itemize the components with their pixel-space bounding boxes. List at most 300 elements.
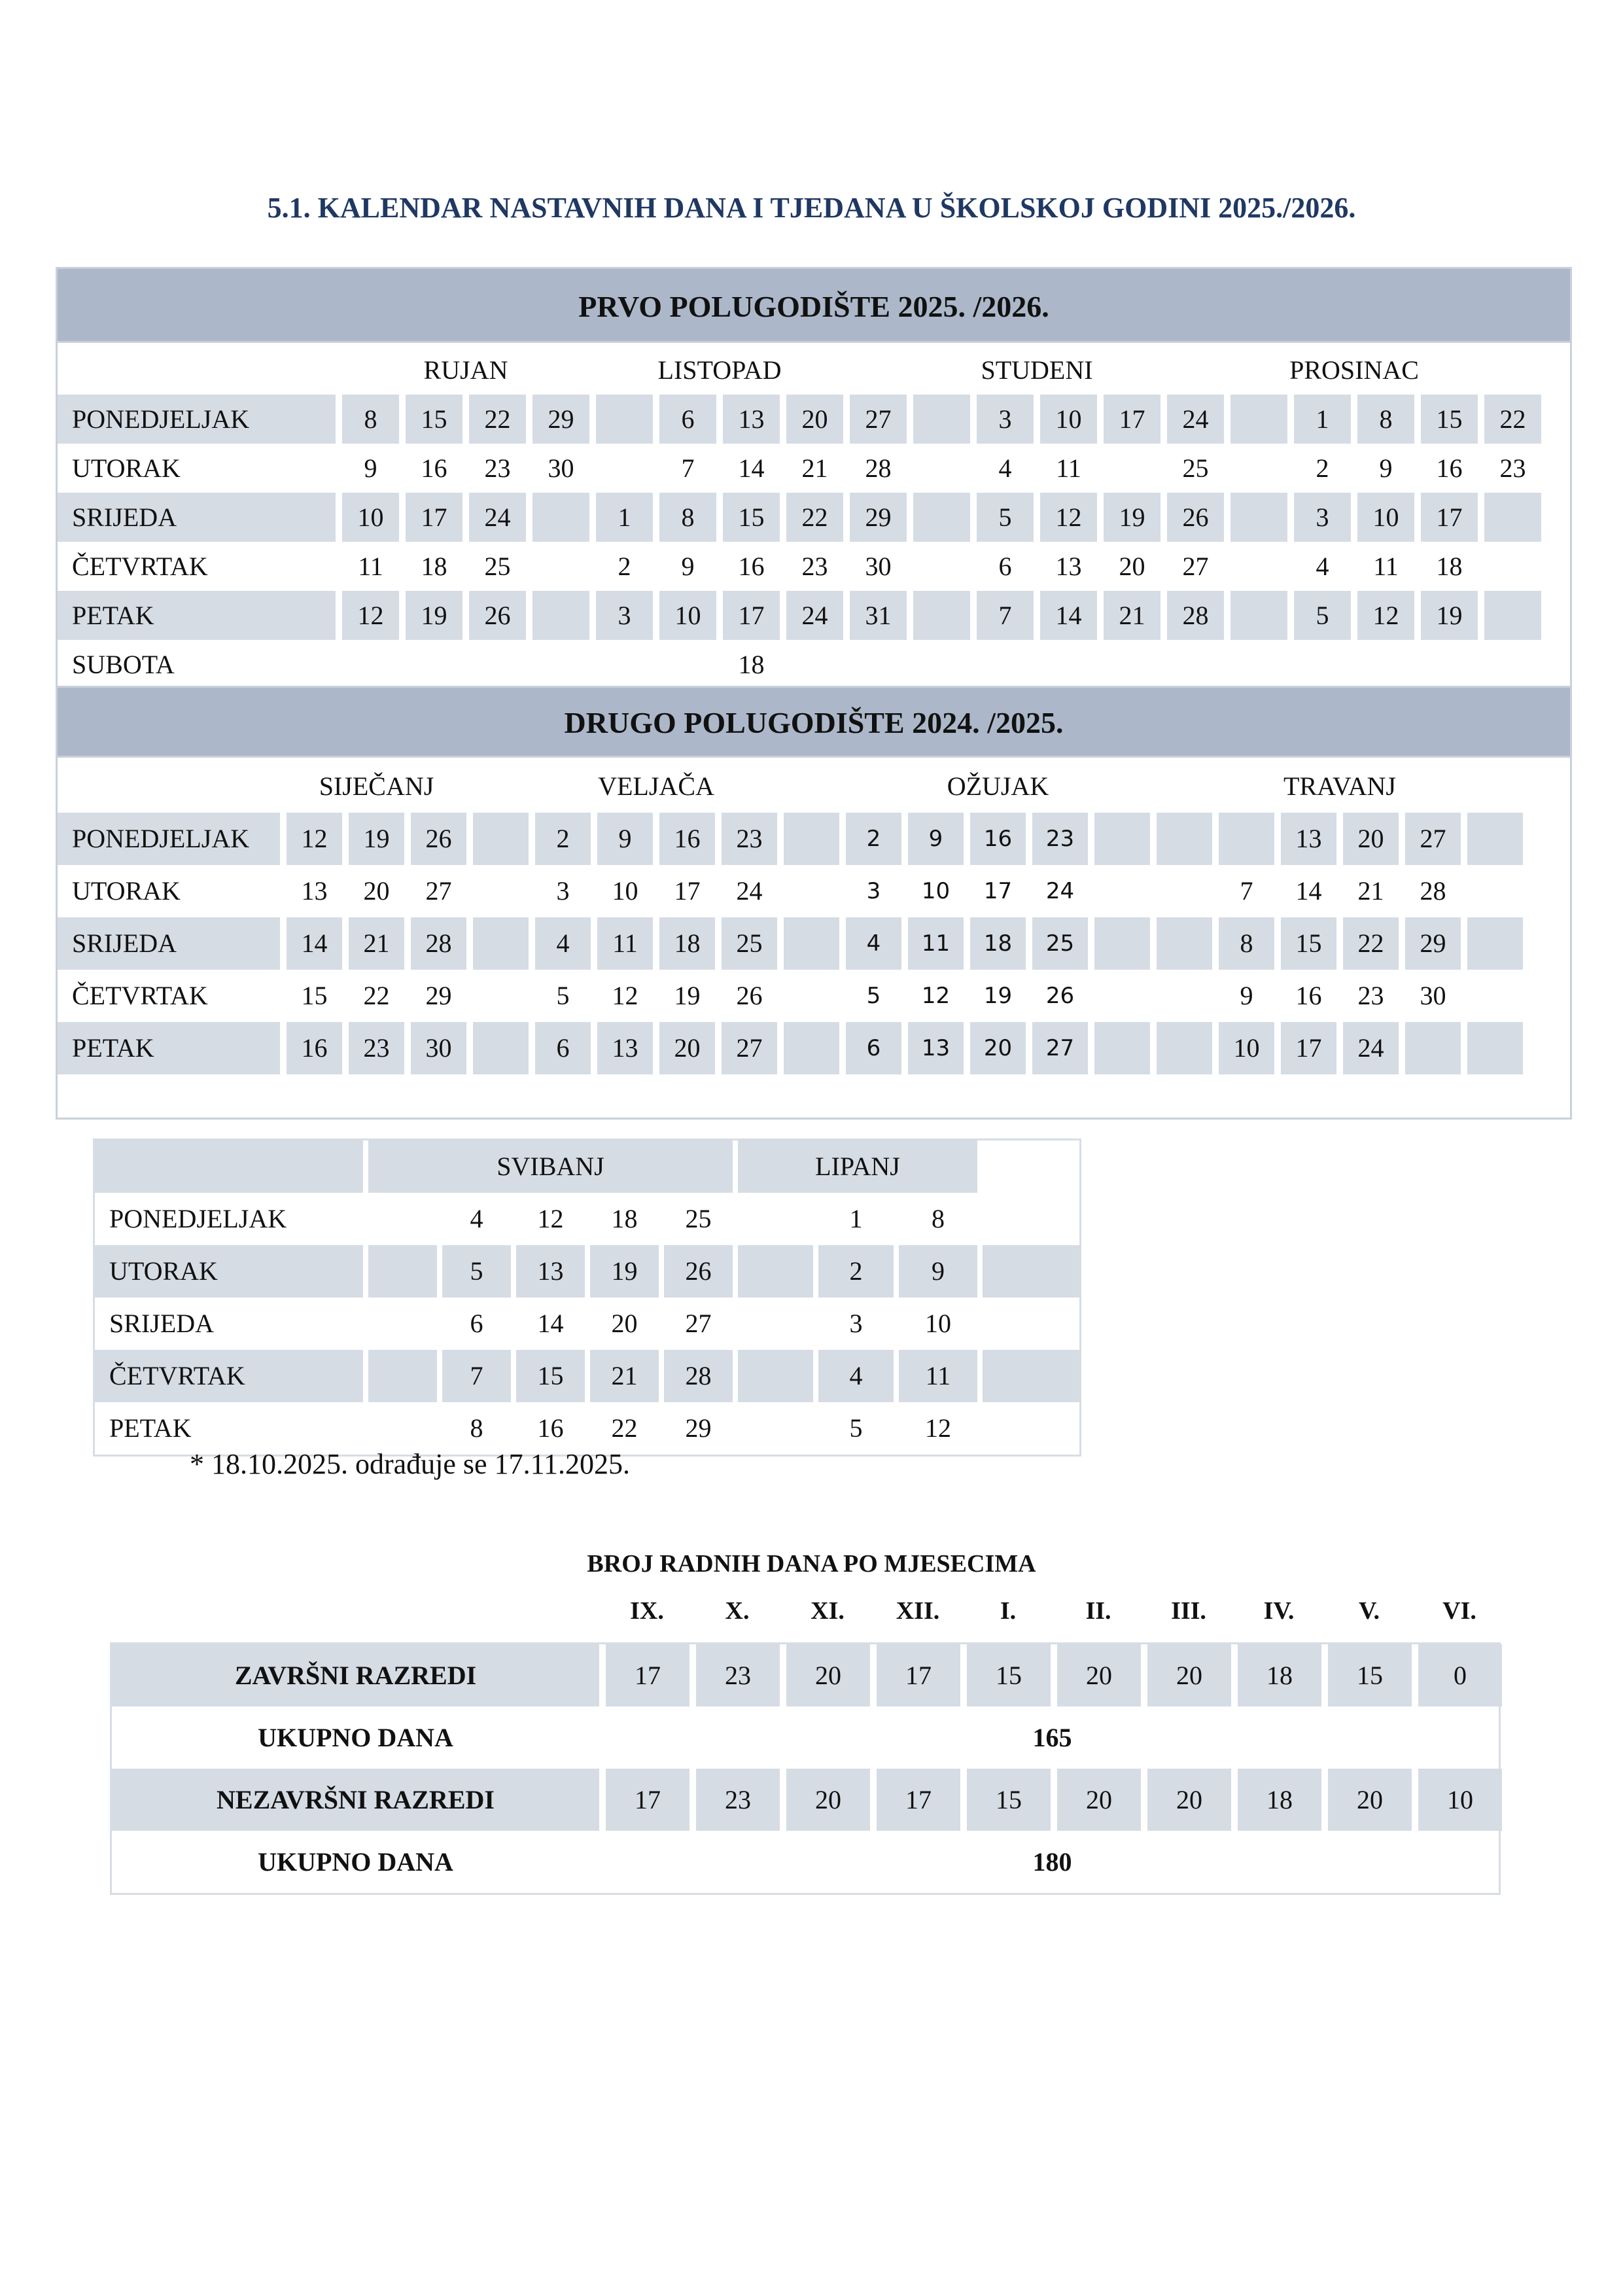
day-cell: 19 — [983, 983, 1013, 1009]
day-cell: 27 — [1405, 813, 1461, 865]
day-cell — [983, 1402, 1079, 1455]
day-cell: 26 — [1167, 493, 1224, 542]
day-cell: 28 — [1420, 876, 1446, 906]
day-cell: 6 — [535, 1022, 591, 1074]
month-header: RUJAN — [423, 355, 508, 385]
day-label: SRIJEDA — [109, 1309, 215, 1338]
day-cell — [1467, 917, 1523, 970]
day-cell: 24 — [469, 493, 526, 542]
total-label: UKUPNO DANA — [258, 1847, 453, 1877]
day-cell: 24 — [1343, 1022, 1399, 1074]
day-cell — [469, 640, 526, 689]
day-cell — [532, 493, 589, 542]
day-cell: 18 — [738, 649, 765, 679]
day-cell — [738, 1193, 813, 1245]
day-cell — [1219, 813, 1274, 865]
day-cell: 12 — [612, 981, 638, 1010]
may-june-calendar — [93, 1139, 1081, 1457]
day-cell: 22 — [363, 981, 390, 1010]
day-cell: 17 — [406, 493, 462, 542]
day-cell: 21 — [1357, 876, 1384, 906]
day-cell: 10 — [1357, 493, 1414, 542]
day-cell — [784, 1022, 839, 1074]
day-cell: 29 — [532, 395, 589, 444]
day-cell — [784, 865, 839, 917]
day-label: ČETVRTAK — [72, 551, 208, 581]
day-cell — [738, 1402, 813, 1455]
day-cell: 2 — [818, 1245, 894, 1298]
day-cell: 26 — [469, 591, 526, 640]
day-label: UTORAK — [95, 1245, 363, 1298]
day-cell: 4 — [470, 1204, 483, 1233]
day-cell — [1094, 1022, 1150, 1074]
count-value: 20 — [1147, 1769, 1231, 1831]
day-cell — [1094, 917, 1150, 970]
day-cell: 21 — [590, 1350, 659, 1402]
day-cell: 16 — [287, 1022, 342, 1074]
day-cell: 24 — [1167, 395, 1224, 444]
day-cell: 17 — [674, 876, 701, 906]
day-cell: 18 — [970, 917, 1026, 970]
day-cell — [1230, 493, 1287, 542]
day-cell: 30 — [548, 453, 574, 483]
day-cell: 8 — [932, 1204, 945, 1233]
day-cell: 16 — [659, 813, 715, 865]
day-cell — [1157, 865, 1212, 917]
day-cell — [738, 1245, 813, 1298]
count-month-header: II. — [1085, 1597, 1111, 1625]
day-cell: 2 — [1316, 453, 1329, 483]
day-cell: 24 — [1045, 878, 1075, 904]
day-cell: 22 — [786, 493, 843, 542]
day-label: PETAK — [109, 1413, 192, 1443]
day-cell: 29 — [685, 1413, 712, 1443]
day-cell: 16 — [537, 1413, 564, 1443]
day-cell: 14 — [537, 1309, 564, 1338]
month-header: TRAVANJ — [1283, 771, 1396, 801]
count-month-header: IV. — [1263, 1597, 1295, 1625]
day-cell: 20 — [363, 876, 390, 906]
day-cell: 11 — [908, 917, 964, 970]
day-cell: 17 — [723, 591, 780, 640]
day-cell: 25 — [484, 551, 511, 581]
day-cell — [983, 1245, 1079, 1298]
day-cell: 16 — [421, 453, 447, 483]
day-cell: 17 — [1104, 395, 1161, 444]
day-cell — [913, 640, 970, 689]
count-value: 20 — [786, 1769, 870, 1831]
month-header: SIJEČANJ — [319, 771, 434, 801]
day-cell — [1357, 640, 1414, 689]
day-cell — [342, 640, 399, 689]
day-cell — [913, 444, 970, 493]
day-label: UTORAK — [72, 876, 181, 906]
count-value: 18 — [1238, 1769, 1321, 1831]
day-cell: 22 — [469, 395, 526, 444]
day-cell: 18 — [421, 551, 447, 581]
count-row — [112, 1769, 1499, 1831]
day-cell — [784, 813, 839, 865]
count-month-header: XII. — [896, 1597, 940, 1625]
day-cell: 25 — [1032, 917, 1088, 970]
day-cell: 30 — [1420, 981, 1446, 1010]
count-value: 15 — [1328, 1644, 1412, 1706]
count-value: 17 — [606, 1644, 689, 1706]
day-cell: 3 — [1294, 493, 1351, 542]
day-cell — [1230, 591, 1287, 640]
day-cell: 10 — [925, 1309, 951, 1338]
day-cell: 9 — [1240, 981, 1253, 1010]
day-cell: 10 — [659, 591, 716, 640]
count-month-header: III. — [1171, 1597, 1206, 1625]
day-cell: 7 — [977, 591, 1034, 640]
day-cell: 10 — [612, 876, 638, 906]
day-cell: 15 — [516, 1350, 585, 1402]
day-cell: 30 — [865, 551, 892, 581]
day-cell: 9 — [1379, 453, 1393, 483]
day-cell — [1104, 444, 1161, 493]
day-cell — [473, 865, 529, 917]
day-cell: 13 — [516, 1245, 585, 1298]
day-cell — [784, 917, 839, 970]
day-cell: 16 — [970, 813, 1026, 865]
day-cell: 23 — [801, 551, 828, 581]
day-cell: 14 — [287, 917, 342, 970]
total-value: 180 — [1032, 1847, 1072, 1877]
day-cell: 9 — [681, 551, 695, 581]
day-label: PETAK — [58, 1022, 280, 1074]
second-half-grid — [58, 758, 1570, 1074]
day-label: SRIJEDA — [58, 493, 336, 542]
month-header: PROSINAC — [1289, 355, 1419, 385]
day-cell: 8 — [470, 1413, 483, 1443]
count-month-header: V. — [1358, 1597, 1380, 1625]
day-cell: 28 — [411, 917, 466, 970]
day-cell: 28 — [664, 1350, 733, 1402]
day-cell — [473, 813, 529, 865]
day-cell: 9 — [364, 453, 377, 483]
day-cell: 11 — [597, 917, 653, 970]
day-cell: 23 — [722, 813, 777, 865]
month-header: SVIBANJ — [368, 1140, 733, 1193]
day-cell — [983, 1193, 1079, 1245]
day-cell: 17 — [1281, 1022, 1336, 1074]
day-cell: 14 — [1040, 591, 1097, 640]
day-cell: 27 — [1032, 1022, 1088, 1074]
day-cell — [532, 591, 589, 640]
day-cell: 15 — [406, 395, 462, 444]
day-cell: 19 — [674, 981, 701, 1010]
day-cell — [1157, 1022, 1212, 1074]
day-cell: 12 — [1040, 493, 1097, 542]
day-cell: 20 — [1343, 813, 1399, 865]
day-cell — [1294, 640, 1351, 689]
count-value: 20 — [1057, 1769, 1141, 1831]
day-label: PONEDJELJAK — [58, 813, 280, 865]
day-cell: 18 — [611, 1204, 638, 1233]
day-cell: 16 — [1295, 981, 1322, 1010]
count-value: 20 — [786, 1644, 870, 1706]
count-value: 15 — [967, 1644, 1051, 1706]
counts-month-header — [605, 1597, 1501, 1625]
day-cell: 5 — [866, 983, 881, 1009]
day-cell: 18 — [1436, 551, 1463, 581]
day-cell — [1484, 493, 1541, 542]
count-value: 15 — [967, 1769, 1051, 1831]
day-cell: 13 — [301, 876, 328, 906]
day-cell — [983, 1350, 1079, 1402]
count-value: 20 — [1147, 1644, 1231, 1706]
day-cell: 7 — [442, 1350, 511, 1402]
counts-table — [110, 1642, 1501, 1895]
day-cell: 13 — [597, 1022, 653, 1074]
day-cell: 1 — [849, 1204, 863, 1233]
second-half-heading: DRUGO POLUGODIŠTE 2024. /2025. — [56, 686, 1572, 758]
day-cell: 20 — [611, 1309, 638, 1338]
day-cell: 24 — [786, 591, 843, 640]
day-cell: 28 — [865, 453, 892, 483]
day-cell: 5 — [849, 1413, 863, 1443]
day-cell — [784, 970, 839, 1022]
may-june-grid — [95, 1140, 1079, 1455]
day-cell: 5 — [1294, 591, 1351, 640]
day-cell — [1230, 640, 1287, 689]
day-cell — [1467, 970, 1523, 1022]
day-cell — [659, 640, 716, 689]
day-cell — [368, 1245, 437, 1298]
day-cell — [1157, 813, 1212, 865]
day-cell — [850, 640, 907, 689]
month-header-blank — [58, 345, 336, 395]
day-cell: 29 — [1405, 917, 1461, 970]
day-cell: 27 — [850, 395, 907, 444]
day-cell — [913, 591, 970, 640]
day-cell: 3 — [866, 878, 881, 904]
day-cell: 19 — [349, 813, 404, 865]
day-label: PETAK — [58, 591, 336, 640]
day-cell: 6 — [998, 551, 1012, 581]
day-cell — [1094, 813, 1150, 865]
day-cell: 10 — [1040, 395, 1097, 444]
day-cell: 26 — [736, 981, 763, 1010]
day-cell: 18 — [659, 917, 715, 970]
day-cell: 13 — [723, 395, 780, 444]
day-cell: 12 — [537, 1204, 564, 1233]
day-cell — [596, 640, 653, 689]
day-cell — [473, 917, 529, 970]
day-cell: 10 — [342, 493, 399, 542]
day-cell: 31 — [850, 591, 907, 640]
day-cell: 25 — [1182, 453, 1209, 483]
day-cell: 3 — [556, 876, 570, 906]
day-cell: 5 — [442, 1245, 511, 1298]
day-cell — [368, 1298, 437, 1350]
day-cell: 26 — [411, 813, 466, 865]
day-cell: 7 — [1240, 876, 1253, 906]
count-value: 23 — [696, 1644, 780, 1706]
day-cell: 6 — [659, 395, 716, 444]
day-cell: 12 — [925, 1413, 951, 1443]
day-label: SRIJEDA — [58, 917, 280, 970]
day-cell: 8 — [659, 493, 716, 542]
day-cell: 13 — [908, 1022, 964, 1074]
day-cell: 8 — [1219, 917, 1274, 970]
day-cell: 10 — [921, 878, 951, 904]
day-cell: 2 — [618, 551, 631, 581]
day-cell: 15 — [1421, 395, 1478, 444]
count-month-header: X. — [725, 1597, 750, 1625]
count-value: 0 — [1418, 1644, 1502, 1706]
day-cell: 8 — [342, 395, 399, 444]
day-cell: 4 — [535, 917, 591, 970]
day-cell: 9 — [597, 813, 653, 865]
day-cell — [368, 1193, 437, 1245]
day-cell: 9 — [899, 1245, 977, 1298]
day-cell: 23 — [349, 1022, 404, 1074]
day-cell — [368, 1402, 437, 1455]
day-cell: 15 — [301, 981, 328, 1010]
day-cell: 3 — [977, 395, 1034, 444]
day-cell: 12 — [921, 983, 951, 1009]
day-cell: 1 — [1294, 395, 1351, 444]
day-cell: 14 — [1295, 876, 1322, 906]
day-cell — [738, 1298, 813, 1350]
day-cell: 21 — [1104, 591, 1161, 640]
day-cell: 25 — [722, 917, 777, 970]
day-cell — [1167, 640, 1224, 689]
day-cell — [473, 1022, 529, 1074]
first-half-heading: PRVO POLUGODIŠTE 2025. /2026. — [56, 267, 1572, 343]
day-cell: 13 — [1281, 813, 1336, 865]
day-cell: 29 — [425, 981, 452, 1010]
count-row — [112, 1644, 1499, 1706]
document-title: 5.1. KALENDAR NASTAVNIH DANA I TJEDANA U ŠKOLSKOJ GODINI 2025./2026. — [267, 192, 1356, 224]
first-half-calendar — [56, 267, 1572, 691]
day-cell — [1484, 591, 1541, 640]
day-label: SUBOTA — [72, 649, 175, 679]
day-cell: 20 — [970, 1022, 1026, 1074]
day-cell — [1484, 640, 1541, 689]
day-cell: 9 — [908, 813, 964, 865]
day-cell: 21 — [801, 453, 828, 483]
day-cell: 19 — [1104, 493, 1161, 542]
month-header: LISTOPAD — [657, 355, 782, 385]
day-cell — [1230, 542, 1287, 591]
day-cell: 4 — [998, 453, 1012, 483]
day-cell: 11 — [358, 551, 383, 581]
day-cell: 11 — [899, 1350, 977, 1402]
day-cell — [1094, 970, 1150, 1022]
day-cell: 20 — [786, 395, 843, 444]
count-value: 20 — [1057, 1644, 1141, 1706]
day-cell — [786, 640, 843, 689]
day-cell: 11 — [1373, 551, 1399, 581]
count-value: 10 — [1418, 1769, 1502, 1831]
day-cell: 28 — [1167, 591, 1224, 640]
day-cell: 4 — [846, 917, 901, 970]
day-cell: 23 — [1032, 813, 1088, 865]
month-header: VELJAČA — [598, 771, 714, 801]
day-cell: 5 — [977, 493, 1034, 542]
day-cell: 19 — [590, 1245, 659, 1298]
day-cell — [913, 542, 970, 591]
day-cell: 6 — [470, 1309, 483, 1338]
day-cell: 16 — [738, 551, 765, 581]
counts-title: BROJ RADNIH DANA PO MJESECIMA — [587, 1550, 1036, 1578]
day-cell: 23 — [1499, 453, 1526, 483]
day-cell: 26 — [664, 1245, 733, 1298]
day-cell: 19 — [1421, 591, 1478, 640]
day-label: ČETVRTAK — [95, 1350, 363, 1402]
day-cell: 7 — [681, 453, 695, 483]
day-cell: 22 — [1484, 395, 1541, 444]
day-cell: 2 — [846, 813, 901, 865]
day-cell: 27 — [685, 1309, 712, 1338]
day-label: PONEDJELJAK — [109, 1204, 287, 1233]
day-cell — [738, 1350, 813, 1402]
count-month-header: XI. — [811, 1597, 845, 1625]
day-cell: 5 — [556, 981, 570, 1010]
day-cell: 25 — [685, 1204, 712, 1233]
day-cell: 8 — [1357, 395, 1414, 444]
day-cell — [977, 640, 1034, 689]
day-cell: 10 — [1219, 1022, 1274, 1074]
day-cell: 22 — [1343, 917, 1399, 970]
day-cell: 15 — [1281, 917, 1336, 970]
first-half-grid — [58, 343, 1570, 689]
day-cell: 27 — [425, 876, 452, 906]
second-half-calendar — [56, 686, 1572, 1120]
day-cell — [1230, 395, 1287, 444]
month-header: STUDENI — [981, 355, 1093, 385]
day-cell — [983, 1298, 1079, 1350]
day-cell — [913, 395, 970, 444]
day-cell: 15 — [723, 493, 780, 542]
day-cell — [473, 970, 529, 1022]
count-value: 17 — [606, 1769, 689, 1831]
day-label: ČETVRTAK — [72, 981, 208, 1010]
day-cell: 27 — [1182, 551, 1209, 581]
day-cell — [532, 640, 589, 689]
count-month-header: I. — [1000, 1597, 1017, 1625]
day-cell — [1484, 542, 1541, 591]
day-cell: 1 — [596, 493, 653, 542]
total-value: 165 — [1032, 1723, 1072, 1752]
day-cell — [406, 640, 462, 689]
day-cell — [1421, 640, 1478, 689]
day-cell: 12 — [287, 813, 342, 865]
day-cell: 26 — [1045, 983, 1075, 1009]
day-label: UTORAK — [72, 453, 181, 483]
day-cell — [1467, 1022, 1523, 1074]
day-cell — [1467, 813, 1523, 865]
day-cell: 12 — [1357, 591, 1414, 640]
day-cell: 30 — [411, 1022, 466, 1074]
day-cell: 23 — [1357, 981, 1384, 1010]
count-row-label: ZAVRŠNI RAZREDI — [112, 1644, 599, 1706]
day-cell — [1040, 640, 1097, 689]
day-cell — [913, 493, 970, 542]
day-cell: 3 — [596, 591, 653, 640]
count-value: 20 — [1328, 1769, 1412, 1831]
day-cell — [1230, 444, 1287, 493]
month-header: OŽUJAK — [947, 771, 1049, 801]
day-cell — [1157, 917, 1212, 970]
day-cell: 22 — [611, 1413, 638, 1443]
day-cell: 17 — [983, 878, 1013, 904]
day-cell: 19 — [406, 591, 462, 640]
day-cell: 6 — [846, 1022, 901, 1074]
